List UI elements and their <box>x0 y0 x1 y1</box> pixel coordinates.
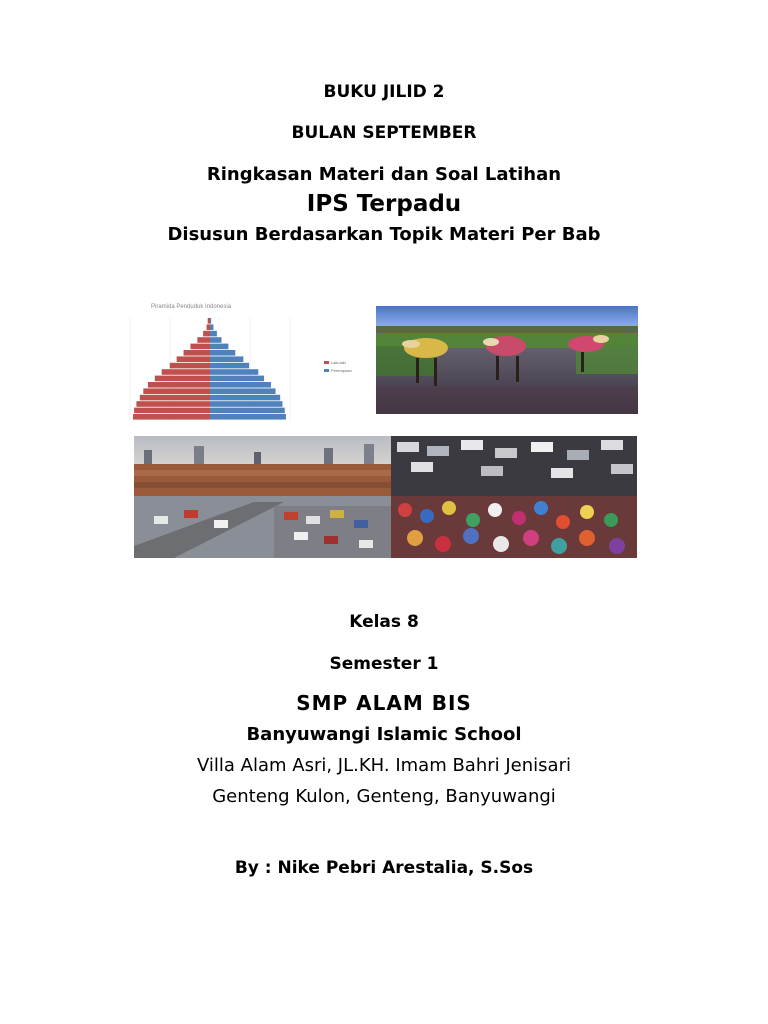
pyramid-legend-male: Laki-laki <box>324 360 346 365</box>
book-volume: BUKU JILID 2 <box>323 82 445 102</box>
author: By : Nike Pebri Arestalia, S.Sos <box>234 858 534 878</box>
pyramid-bar-male <box>203 331 210 337</box>
address-line-1: Villa Alam Asri, JL.KH. Imam Bahri Jenisari <box>197 755 571 776</box>
pyramid-bar-male <box>184 350 210 356</box>
pyramid-bar-male <box>170 363 210 369</box>
pyramid-bar-male <box>162 369 210 375</box>
crowd-photo <box>391 436 637 558</box>
pyramid-bar-male <box>140 395 210 401</box>
pyramid-bar-male <box>143 388 210 394</box>
population-pyramid-image <box>96 302 368 426</box>
book-subtitle: Disusun Berdasarkan Topik Materi Per Bab <box>167 224 601 245</box>
city-traffic-photo <box>134 436 394 558</box>
pyramid-bar-female <box>210 324 213 330</box>
pyramid-bar-male <box>197 337 210 343</box>
pyramid-bar-female <box>210 414 286 420</box>
pyramid-bar-female <box>210 363 249 369</box>
school-full-name: Banyuwangi Islamic School <box>246 724 522 745</box>
pyramid-legend-female: Perempuan <box>324 368 352 373</box>
class-level: Kelas 8 <box>349 612 419 632</box>
pyramid-bar-female <box>210 388 276 394</box>
pyramid-bar-female <box>210 337 222 343</box>
book-month: BULAN SEPTEMBER <box>291 123 477 143</box>
pyramid-bar-female <box>210 376 264 382</box>
pyramid-title: Piramida Penduduk Indonesia <box>151 304 232 310</box>
pyramid-bar-female <box>210 331 217 337</box>
book-summary-line: Ringkasan Materi dan Soal Latihan <box>206 164 562 185</box>
pyramid-bar-female <box>210 318 211 324</box>
pyramid-bar-male <box>148 382 210 388</box>
semester: Semester 1 <box>329 654 439 674</box>
rice-farmers-photo <box>376 306 638 414</box>
pyramid-bar-male <box>133 414 210 420</box>
pyramid-bar-male <box>190 344 210 350</box>
address-line-2: Genteng Kulon, Genteng, Banyuwangi <box>212 786 556 807</box>
school-name: SMP ALAM BIS <box>296 691 472 715</box>
pyramid-bar-male <box>207 324 210 330</box>
pyramid-bar-male <box>208 318 210 324</box>
pyramid-bar-male <box>177 356 210 362</box>
pyramid-bar-male <box>134 408 210 414</box>
pyramid-bar-female <box>210 382 271 388</box>
pyramid-bar-female <box>210 350 235 356</box>
pyramid-bar-female <box>210 401 282 407</box>
book-title: IPS Terpadu <box>306 191 462 217</box>
pyramid-bar-female <box>210 344 228 350</box>
pyramid-bar-female <box>210 356 243 362</box>
pyramid-bar-male <box>136 401 210 407</box>
pyramid-bar-female <box>210 408 285 414</box>
pyramid-bar-female <box>210 369 258 375</box>
pyramid-bar-male <box>155 376 210 382</box>
pyramid-bar-female <box>210 395 280 401</box>
